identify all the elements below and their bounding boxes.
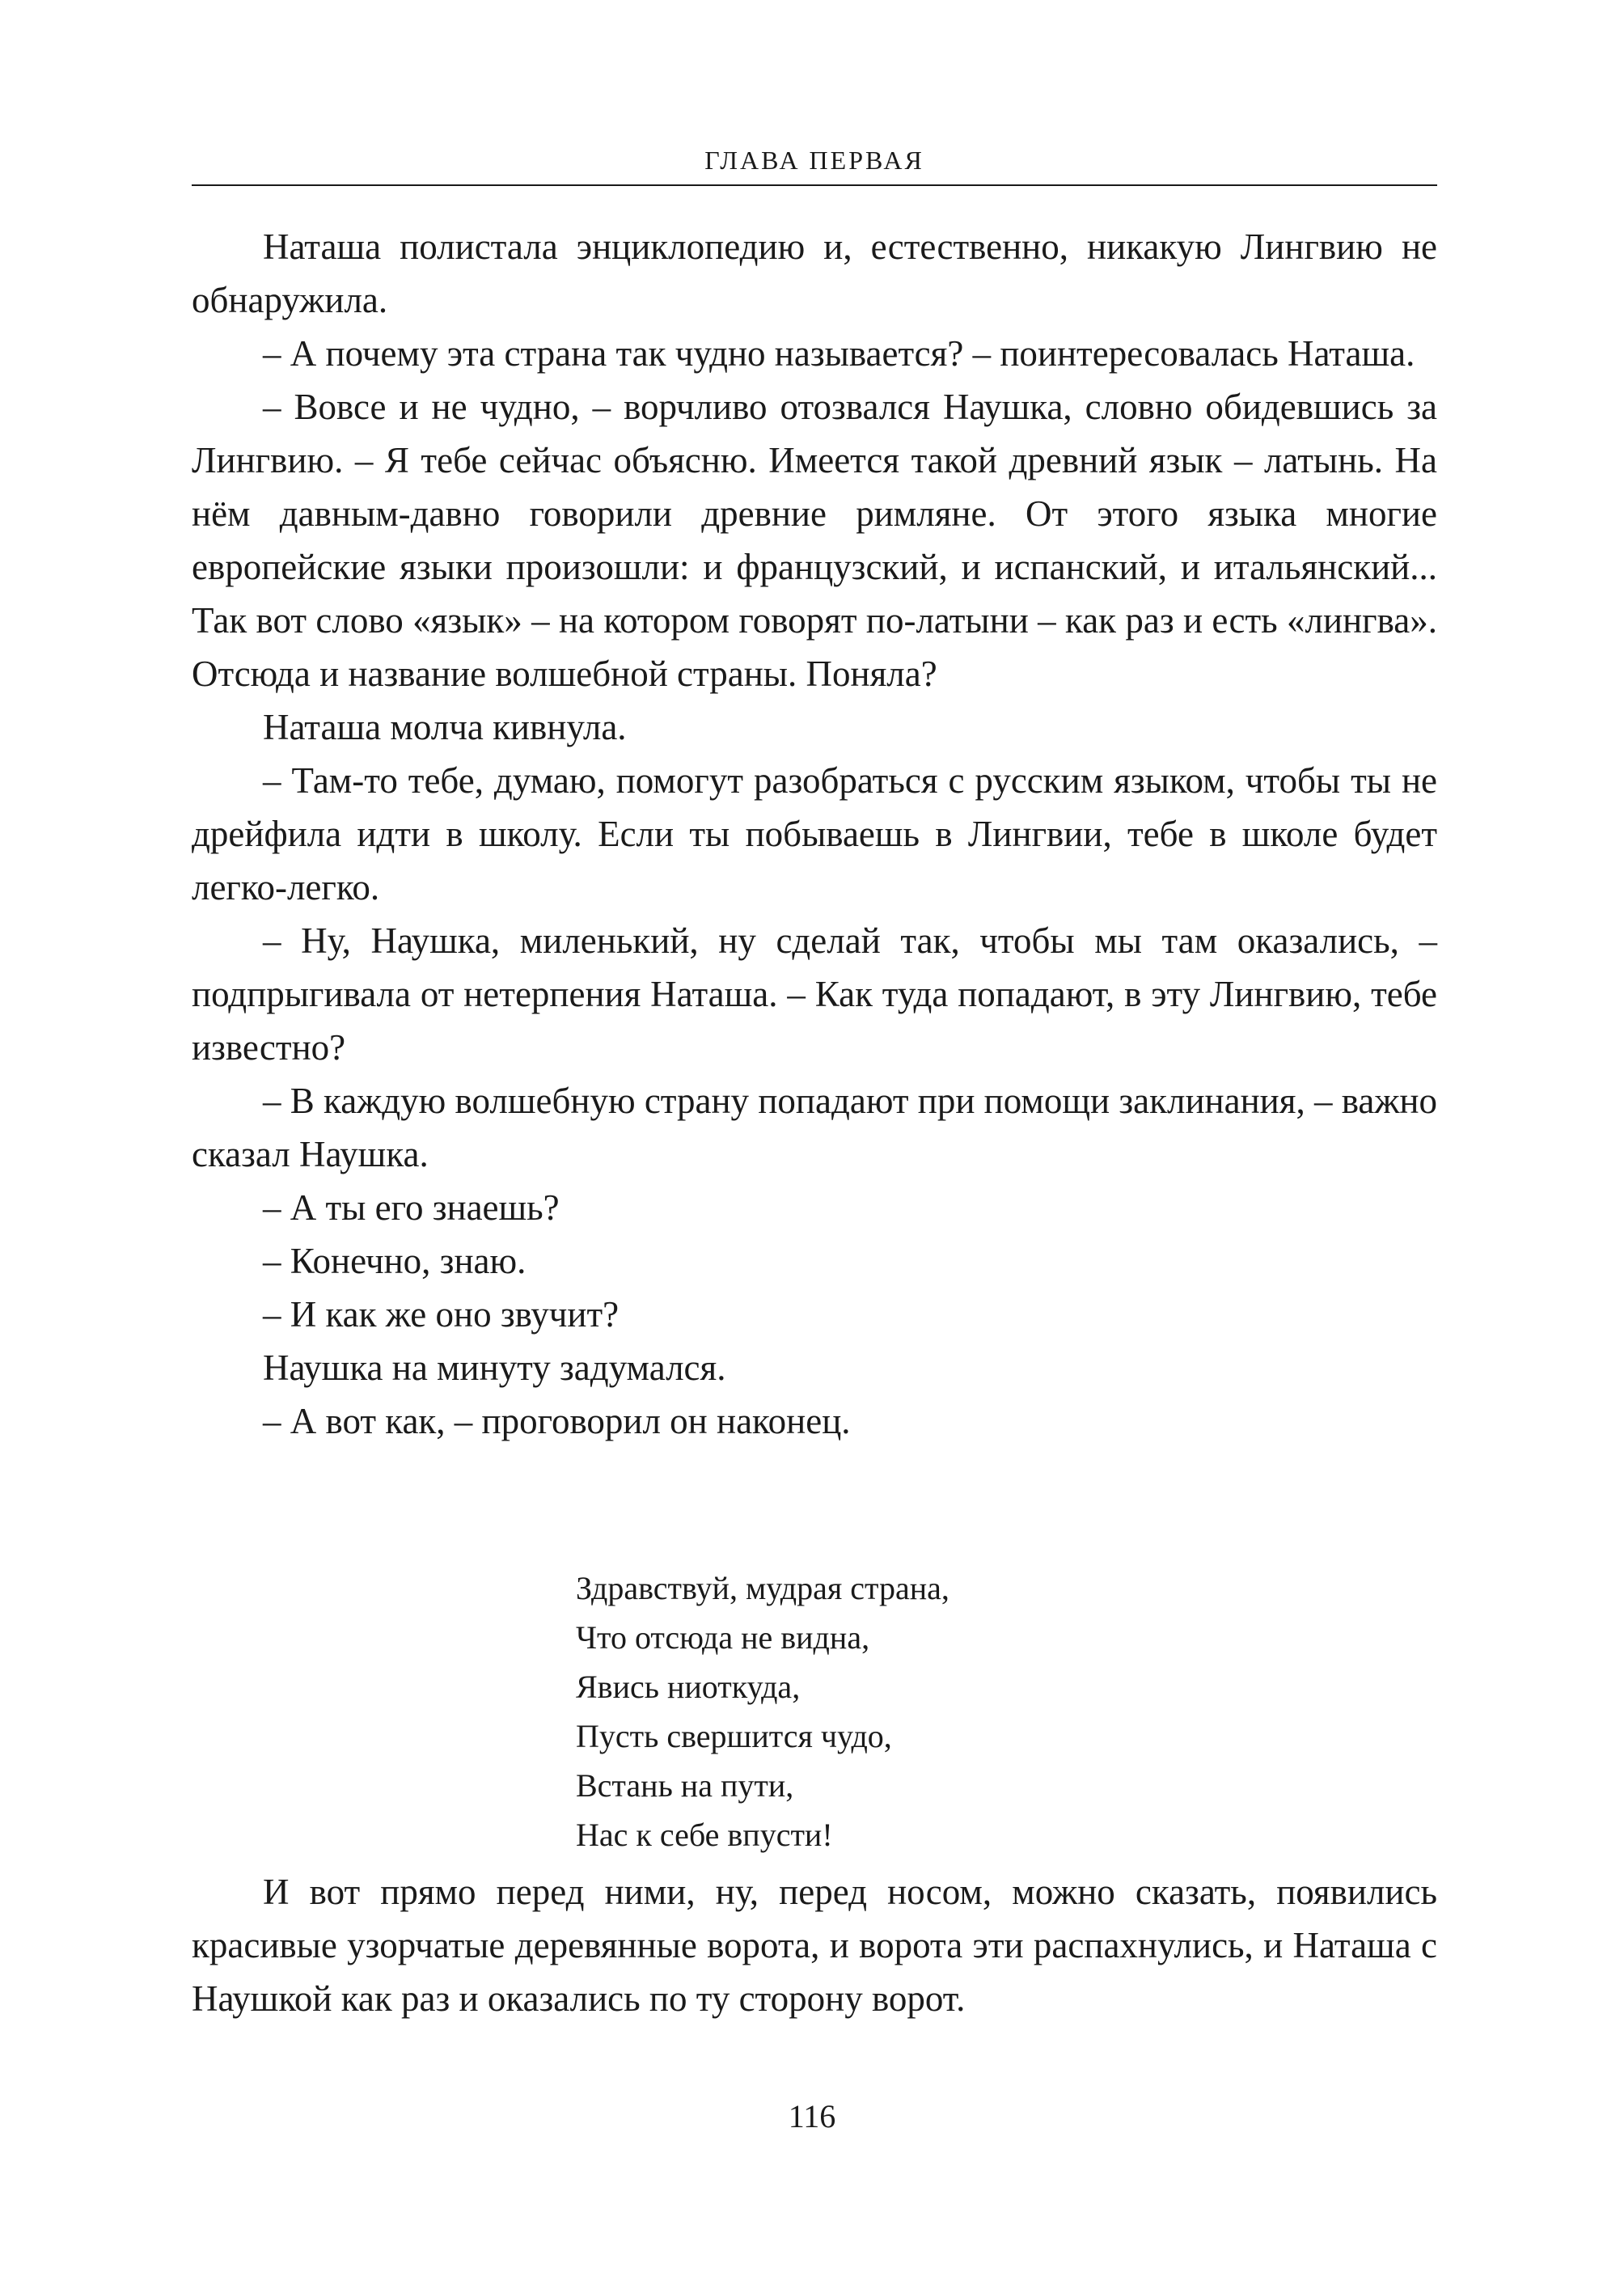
paragraph: – А вот как, – проговорил он наконец. xyxy=(263,1401,851,1441)
poem-line: Явись ниоткуда, xyxy=(576,1669,801,1705)
poem-line: Встань на пути, xyxy=(576,1767,794,1804)
page-number: 116 xyxy=(788,2098,836,2134)
poem-line: Пусть свершится чудо, xyxy=(576,1718,892,1754)
paragraph: Наташа молча кивнула. xyxy=(263,707,627,747)
paragraph: – А почему эта страна так чудно называется? – поинтересовалась Наташа. xyxy=(263,333,1415,374)
header-rule xyxy=(192,184,1437,186)
paragraph: Наташа полистала энциклопедию и, естественно, никакую Лингвию не обнаружила. xyxy=(192,226,1437,320)
poem xyxy=(576,1563,949,1859)
paragraph: И вот прямо перед ними, ну, перед носом, можно сказать, появились красивые узорчатые деревянные ворота, и ворота эти распахнулись, и Наташа с Наушкой как раз и оказались по ту сторону ворот. xyxy=(192,1872,1437,2019)
running-head: ГЛАВА ПЕРВАЯ xyxy=(704,146,924,175)
poem-line: Что отсюда не видна, xyxy=(576,1619,870,1656)
paragraph: – В каждую волшебную страну попадают при помощи заклинания, – важно сказал Наушка. xyxy=(192,1081,1437,1174)
paragraph: – Вовсе и не чудно, – ворчливо отозвался Наушка, словно обидевшись за Лингвию. – Я тебе сейчас объясню. Имеется такой древний язык – латынь. На нём давным-давно говорили древние римляне. От этого языка многие европейские языки произошли: и французский, и испанский, и итальянский... Так вот слово «язык» – на котором говорят по-латыни – как раз и есть «лингва». Отсюда и название волшебной страны. Поняла? xyxy=(192,387,1437,694)
paragraph: Наушка на минуту задумался. xyxy=(263,1347,726,1388)
paragraph: – Там-то тебе, думаю, помогут разобраться с русским языком, чтобы ты не дрейфила идти в школу. Если ты побываешь в Лингвии, тебе в школе будет легко-легко. xyxy=(192,760,1437,907)
poem-line: Нас к себе впусти! xyxy=(576,1817,833,1853)
paragraph: – А ты его знаешь? xyxy=(263,1187,560,1228)
paragraph: – Конечно, знаю. xyxy=(263,1241,527,1281)
paragraph: – Ну, Наушка, миленький, ну сделай так, чтобы мы там оказались, – подпрыгивала от нетерпения Наташа. – Как туда попадают, в эту Лингвию, тебе известно? xyxy=(192,920,1437,1068)
paragraph: – И как же оно звучит? xyxy=(263,1294,620,1335)
closing-text xyxy=(192,1865,1437,2025)
poem-line: Здравствуй, мудрая страна, xyxy=(576,1570,949,1606)
body-text xyxy=(192,220,1437,1448)
